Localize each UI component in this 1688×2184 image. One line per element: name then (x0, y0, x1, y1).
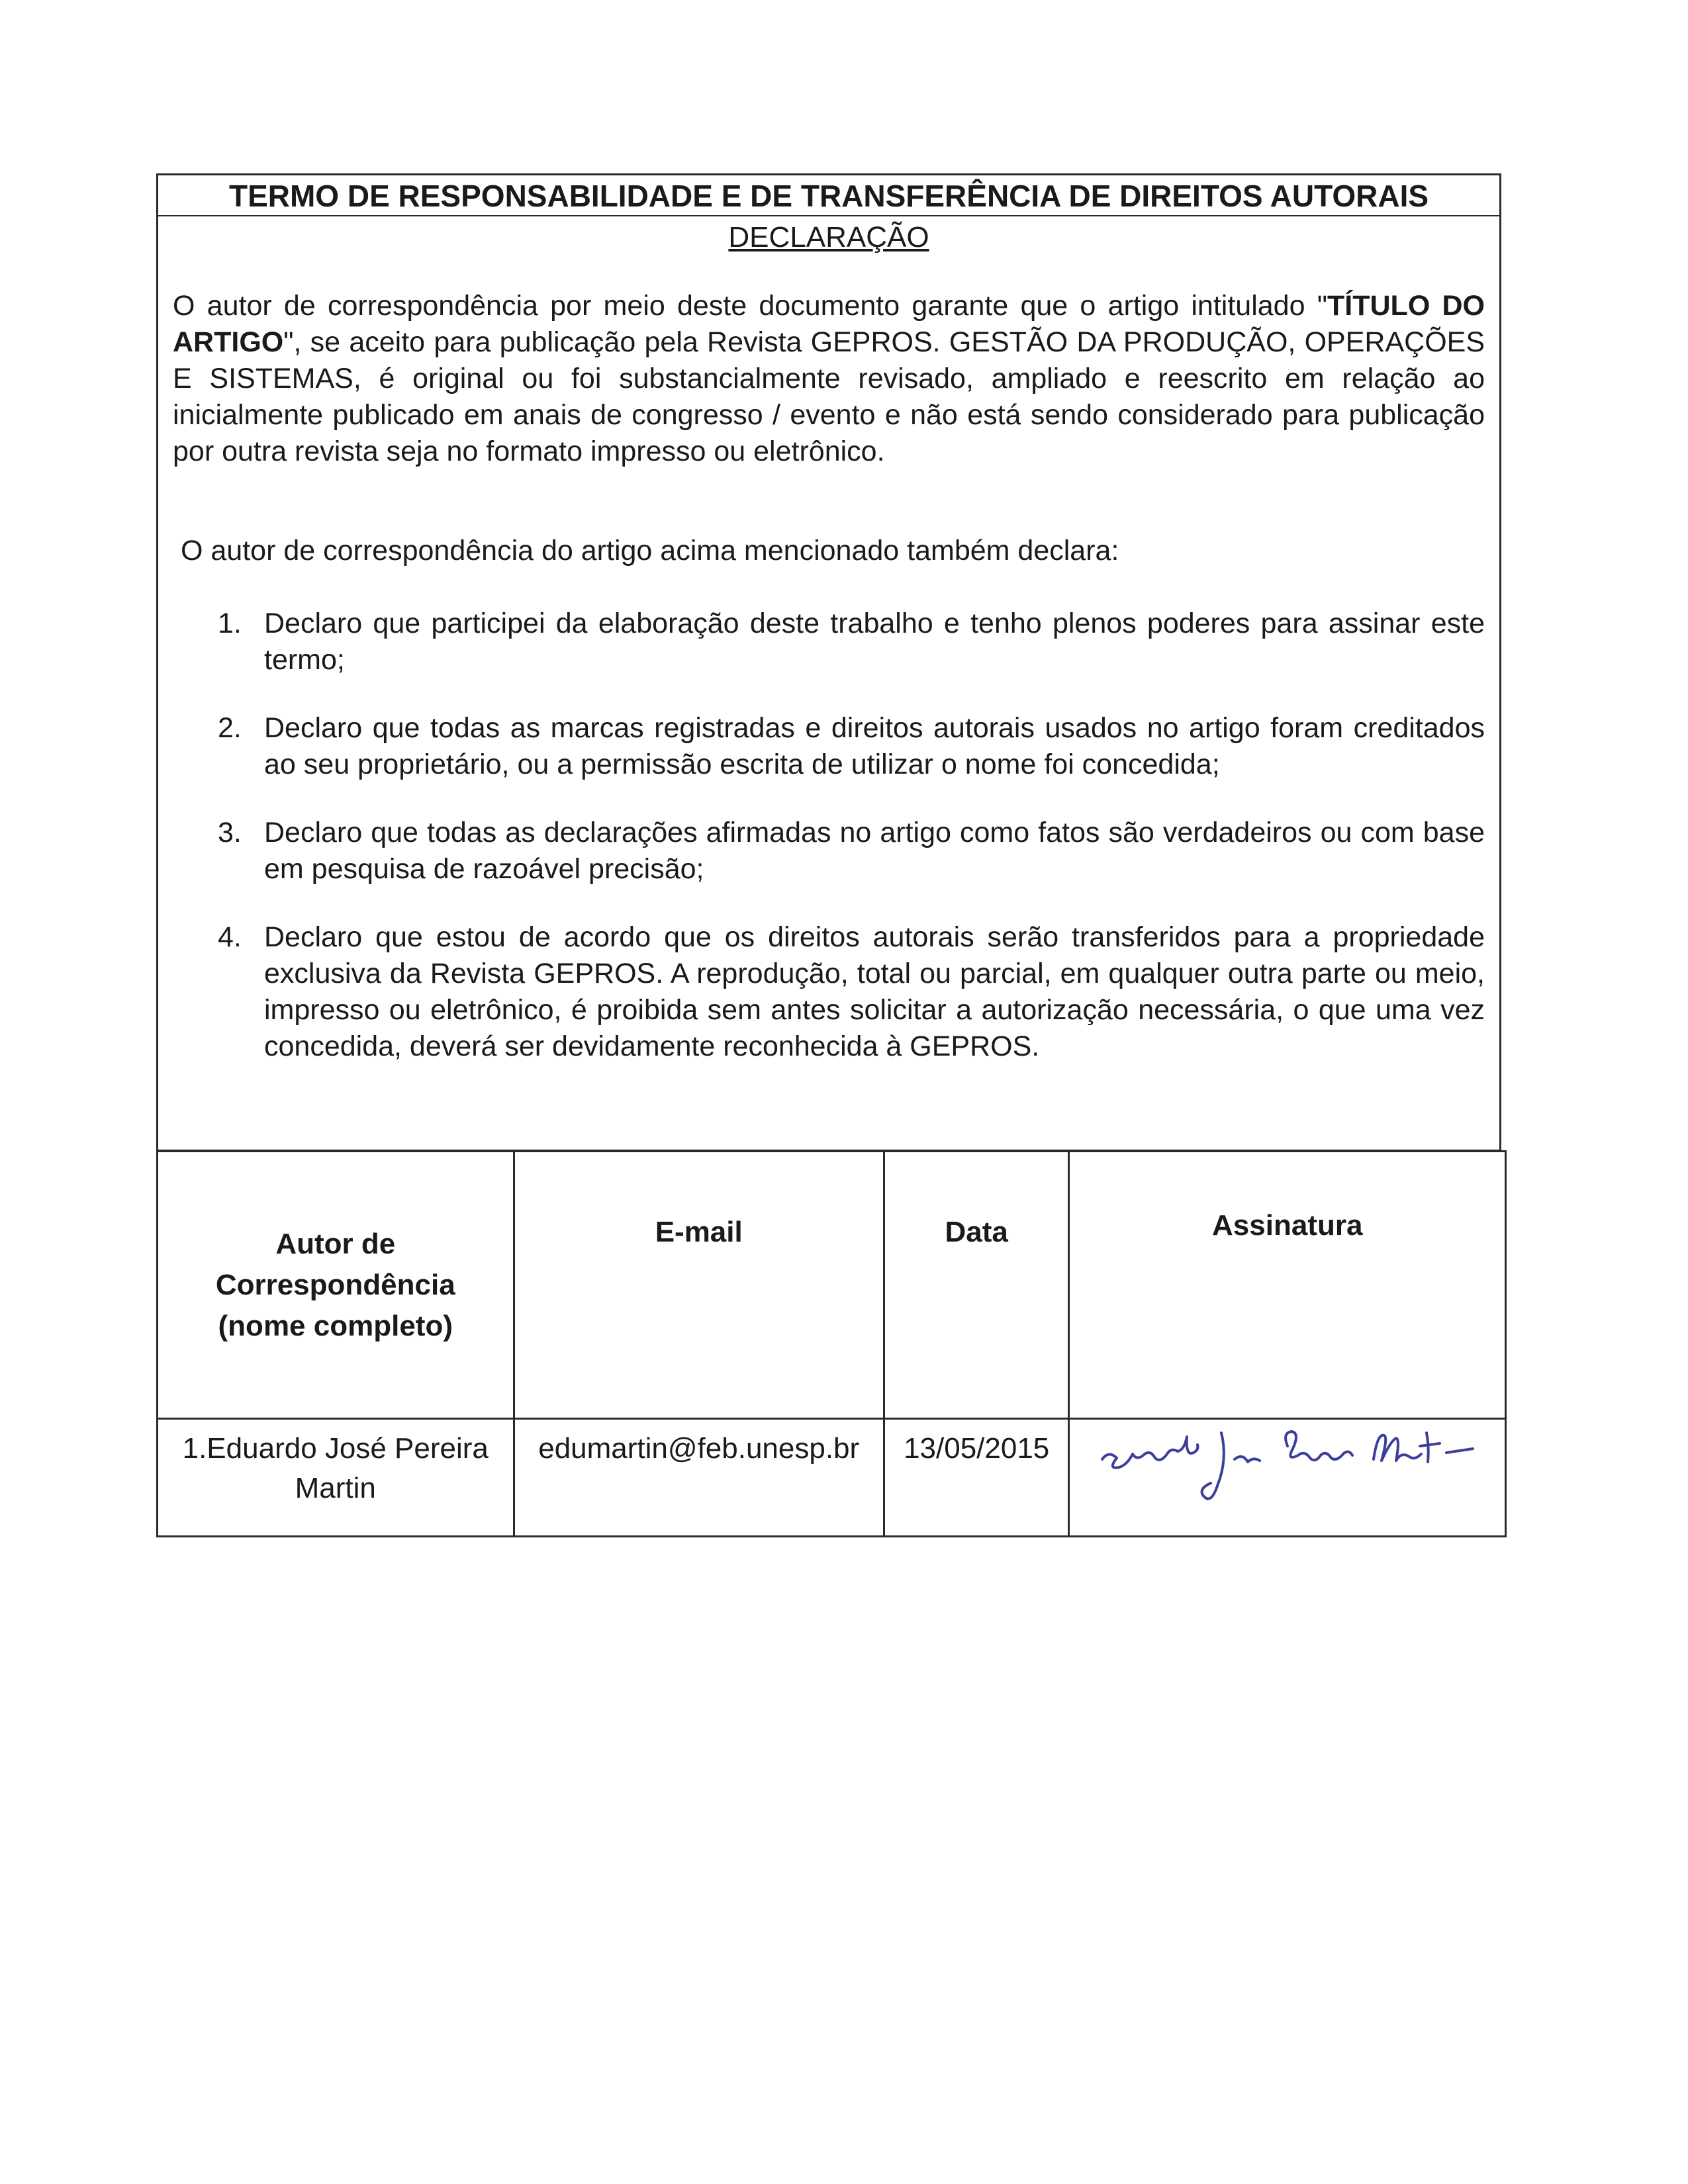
handwritten-signature (1089, 1420, 1486, 1519)
declarations-list (218, 606, 1485, 1097)
list-item (218, 815, 1485, 887)
list-item (218, 606, 1485, 678)
intro-text-end: ", se aceito para publicação pela Revista GEPROS. GESTÃO DA PRODUÇÃO, OPERAÇÕES E SISTEMAS, é original ou foi substancialmente revisado, ampliado e reescrito em relação ao inicialmente publicado em anais de congresso / evento e não está sendo considerado para publicação por outra revista seja no formato impresso ou eletrônico. (173, 326, 1485, 467)
intro-paragraph-block (173, 288, 1485, 470)
lead-paragraph-block (173, 533, 1485, 569)
header-author-line: Autor de (275, 1227, 396, 1260)
declaration-frame (156, 173, 1501, 1152)
cell-signature (1069, 1419, 1506, 1537)
list-item-number: 3. (218, 817, 242, 848)
header-email: E-mail (514, 1152, 884, 1419)
list-item-text: Declaro que todas as declarações afirmadas no artigo como fatos são verdadeiros ou com base em pesquisa de razoável precisão; (264, 817, 1485, 885)
list-item (218, 710, 1485, 783)
author-name-line: Martin (295, 1472, 376, 1504)
header-date: Data (884, 1152, 1069, 1419)
cell-date: 13/05/2015 (884, 1419, 1069, 1537)
header-author (158, 1152, 514, 1419)
signature-table-wrapper (156, 1150, 1507, 1537)
list-item-number: 4. (218, 921, 242, 953)
author-name-line: 1.Eduardo José Pereira (182, 1432, 489, 1465)
list-item-text: Declaro que participei da elaboração deste trabalho e tenho plenos poderes para assinar este termo; (264, 608, 1485, 676)
list-item-text: Declaro que todas as marcas registradas e direitos autorais usados no artigo foram creditados ao seu proprietário, ou a permissão escrita de utilizar o nome foi concedida; (264, 712, 1485, 780)
table-header-row (158, 1152, 1506, 1419)
article-title-placeholder: TÍTULO DO ARTIGO (173, 290, 1485, 358)
table-row (158, 1419, 1506, 1537)
lead-paragraph: O autor de correspondência do artigo acima mencionado também declara: (181, 535, 1119, 567)
signature-table (156, 1150, 1507, 1537)
cell-author (158, 1419, 514, 1537)
intro-paragraph (173, 288, 1485, 470)
document-title: TERMO DE RESPONSABILIDADE E DE TRANSFERÊNCIA DE DIREITOS AUTORAIS (158, 175, 1499, 216)
list-item (218, 919, 1485, 1065)
cell-email: edumartin@feb.unesp.br (514, 1419, 884, 1537)
header-author-line: Correspondência (215, 1268, 455, 1301)
list-item-text: Declaro que estou de acordo que os direitos autorais serão transferidos para a propriedade exclusiva da Revista GEPROS. A reprodução, total ou parcial, em qualquer outra parte ou meio, impresso ou eletrônico, é proibida sem antes solicitar a autorização necessária, o que uma vez concedida, deverá ser devidamente reconhecida à GEPROS. (264, 921, 1485, 1062)
list-item-number: 1. (218, 608, 242, 639)
header-author-line: (nome completo) (218, 1309, 453, 1342)
document-subtitle: DECLARAÇÃO (728, 221, 929, 253)
list-item-number: 2. (218, 712, 242, 744)
header-signature: Assinatura (1069, 1152, 1506, 1419)
intro-text-start: O autor de correspondência por meio deste documento garante que o artigo intitulado " (173, 290, 1328, 322)
